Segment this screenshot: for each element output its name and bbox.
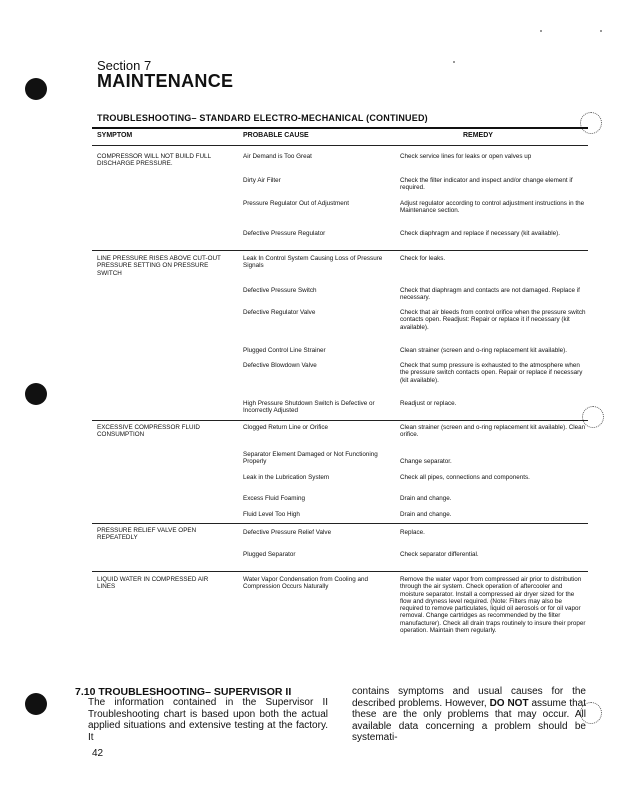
remedy-cell: Check for leaks. bbox=[400, 255, 446, 262]
remedy-cell: Replace. bbox=[400, 529, 425, 536]
remedy-cell: Readjust or replace. bbox=[400, 400, 457, 407]
symptom-cell: LIQUID WATER IN COMPRESSED AIR LINES bbox=[97, 576, 209, 591]
page-number: 42 bbox=[92, 748, 104, 759]
cause-cell: Leak In Control System Causing Loss of Pressure Signals bbox=[243, 255, 383, 270]
cause-cell: Defective Pressure Relief Valve bbox=[243, 529, 332, 536]
group-rule bbox=[92, 420, 588, 421]
symptom-cell: LINE PRESSURE RISES ABOVE CUT-OUT PRESSURE SETTING ON PRESSURE SWITCH bbox=[97, 255, 221, 277]
remedy-cell: Drain and change. bbox=[400, 495, 452, 502]
cause-cell: Leak in the Lubrication System bbox=[243, 474, 330, 481]
scan-speck bbox=[540, 30, 542, 32]
section-heading: 7.10 TROUBLESHOOTING– SUPERVISOR II bbox=[75, 686, 292, 698]
symptom-cell: EXCESSIVE COMPRESSOR FLUID CONSUMPTION bbox=[97, 424, 200, 439]
cause-cell: Water Vapor Condensation from Cooling and Compression Occurs Naturally bbox=[243, 576, 368, 591]
group-rule bbox=[92, 523, 588, 524]
remedy-cell: Check that air bleeds from control orifice when the pressure switch contacts open. Readjust: Repair or replace it if necessary (kit available). bbox=[400, 309, 586, 331]
cause-cell: Dirty Air Filter bbox=[243, 177, 281, 184]
cause-cell: Pressure Regulator Out of Adjustment bbox=[243, 200, 350, 207]
remedy-cell: Remove the water vapor from compressed air prior to distribution through the air system. Check operation of aftercooler and moisture separator. Install a compressed air dryer sized for the flow and dryness level required. (Note: Filters may also be required to remove particulates, liquid oil aerosols or for oil vapor removal. Change cartridges as recommended by the filter manufacturer). Check all drain traps routinely to insure their proper operation. Maintain them regularly. bbox=[400, 576, 586, 635]
cause-cell: Excess Fluid Foaming bbox=[243, 495, 305, 502]
cause-cell: Defective Regulator Valve bbox=[243, 309, 316, 316]
header-probable-cause: PROBABLE CAUSE bbox=[243, 132, 309, 139]
remedy-cell: Check that diaphragm and contacts are not damaged. Replace if necessary. bbox=[400, 287, 580, 302]
remedy-cell: Check diaphragm and replace if necessary (kit available). bbox=[400, 230, 560, 237]
binder-hole-middle bbox=[25, 383, 47, 405]
binder-hole-top bbox=[25, 78, 47, 100]
symptom-cell: PRESSURE RELIEF VALVE OPEN REPEATEDLY bbox=[97, 527, 197, 542]
cause-cell: Defective Blowdown Valve bbox=[243, 362, 317, 369]
cause-cell: Defective Pressure Regulator bbox=[243, 230, 326, 237]
cause-cell: Fluid Level Too High bbox=[243, 511, 300, 518]
header-rule bbox=[92, 145, 588, 146]
scan-speck bbox=[453, 61, 455, 63]
intro-paragraph-right bbox=[352, 686, 586, 744]
cause-cell: Plugged Separator bbox=[243, 551, 296, 558]
remedy-cell: Check separator differential. bbox=[400, 551, 479, 558]
paragraph-text: contains symptoms and usual causes for the described problems. However, bbox=[352, 686, 586, 709]
symptom-cell: COMPRESSOR WILL NOT BUILD FULL DISCHARGE PRESSURE. bbox=[97, 153, 211, 168]
remedy-cell: Change separator. bbox=[400, 458, 452, 465]
cause-cell: Separator Element Damaged or Not Functioning Properly bbox=[243, 451, 378, 466]
remedy-cell: Check service lines for leaks or open valves up bbox=[400, 153, 532, 160]
remedy-cell: Check that sump pressure is exhausted to the atmosphere when the pressure switch contacts open. Repair or replace if necessary (kit available). bbox=[400, 362, 583, 384]
paragraph-text: assume that these are the only problems that may occur. All available data concerning a problem should be systemati- bbox=[352, 697, 587, 743]
group-rule bbox=[92, 571, 588, 572]
table-title: TROUBLESHOOTING– STANDARD ELECTRO-MECHANICAL (CONTINUED) bbox=[97, 113, 428, 123]
remedy-cell: Check the filter indicator and inspect and/or change element if required. bbox=[400, 177, 573, 192]
intro-paragraph-left: The information contained in the Supervisor II Troubleshooting chart is based upon both the actual applied situations and extensive testing at the factory. It bbox=[88, 697, 328, 743]
remedy-cell: Adjust regulator according to control adjustment instructions in the Maintenance section. bbox=[400, 200, 585, 215]
remedy-cell: Check all pipes, connections and components. bbox=[400, 474, 530, 481]
punch-mark-top bbox=[580, 112, 602, 134]
group-rule bbox=[92, 250, 588, 251]
scan-speck bbox=[600, 30, 602, 32]
cause-cell: High Pressure Shutdown Switch is Defective or Incorrectly Adjusted bbox=[243, 400, 375, 415]
header-symptom: SYMPTOM bbox=[97, 132, 133, 139]
table-top-rule bbox=[92, 127, 588, 129]
cause-cell: Defective Pressure Switch bbox=[243, 287, 317, 294]
binder-hole-bottom bbox=[25, 693, 47, 715]
cause-cell: Air Demand is Too Great bbox=[243, 153, 312, 160]
cause-cell: Plugged Control Line Strainer bbox=[243, 347, 326, 354]
remedy-cell: Clean strainer (screen and o-ring replacement kit available). bbox=[400, 347, 567, 354]
section-label: Section 7 bbox=[97, 58, 152, 73]
do-not-emphasis: DO NOT bbox=[489, 697, 529, 709]
remedy-cell: Clean strainer (screen and o-ring replacement kit available). Clean orifice. bbox=[400, 424, 586, 439]
header-remedy: REMEDY bbox=[463, 132, 493, 139]
page-title: MAINTENANCE bbox=[97, 71, 234, 91]
cause-cell: Clogged Return Line or Orifice bbox=[243, 424, 329, 431]
remedy-cell: Drain and change. bbox=[400, 511, 452, 518]
